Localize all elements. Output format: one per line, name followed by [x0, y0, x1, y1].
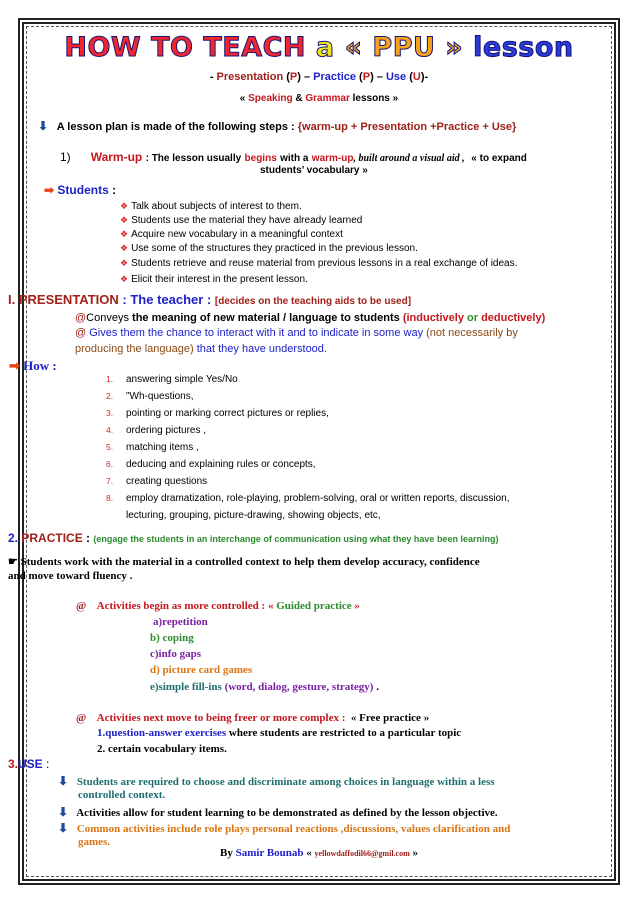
- how-heading: ➡ How :: [9, 358, 57, 373]
- list-item: 2. certain vocabulary items.: [97, 743, 227, 755]
- list-item: 2. "Wh-questions,: [106, 391, 194, 402]
- diamond-bullet-icon: ❖: [120, 229, 129, 239]
- diamond-bullet-icon: ❖: [120, 243, 129, 253]
- list-item: ❖ Students retrieve and reuse material from previous lessons in a real exchange of ideas.: [120, 258, 518, 269]
- diamond-bullet-icon: ❖: [120, 215, 129, 225]
- list-item-cont: lecturing, grouping, picture-drawing, showing objects, etc,: [126, 510, 381, 521]
- practice-intro: ☛ Students work with the material in a controlled context to help them develop accuracy, confidence: [8, 556, 480, 568]
- diamond-bullet-icon: ❖: [120, 258, 129, 268]
- author-email[interactable]: yellowdaffodil66@gmil.com: [314, 849, 410, 858]
- list-item: 1.question-answer exercises where students are restricted to a particular topic: [97, 727, 462, 739]
- list-item: 4. ordering pictures ,: [106, 425, 207, 436]
- list-item: a)repetition: [153, 616, 208, 628]
- use-item: ⬇ Activities allow for student learning to be demonstrated as defined by the lesson objective.: [58, 805, 498, 819]
- hand-pointer-icon: ☛: [8, 556, 18, 568]
- arrow-bullet-icon: ⬇: [58, 821, 69, 835]
- arrow-bullet-icon: ⬇: [38, 119, 49, 133]
- diamond-bullet-icon: ❖: [120, 274, 129, 284]
- subtitle-lessons: « Speaking & Grammar lessons »: [239, 93, 399, 104]
- list-item: 7. creating questions: [106, 476, 208, 487]
- hand-pointer-icon: ➡: [9, 358, 20, 373]
- list-item: ❖ Elicit their interest in the present lesson.: [120, 274, 308, 285]
- freer-activities: @ Activities next move to being freer or more complex : « Free practice »: [76, 712, 430, 724]
- list-item: ❖ Talk about subjects of interest to them.: [120, 201, 302, 212]
- list-item: ❖ Acquire new vocabulary in a meaningful context: [120, 229, 343, 240]
- list-item: 3. pointing or marking correct pictures or replies,: [106, 408, 329, 419]
- list-item: ❖ Use some of the structures they practiced in the previous lesson.: [120, 243, 418, 254]
- list-item: c)info gaps: [150, 648, 202, 660]
- page-title: HOW TO TEACH a « PPU » lesson: [64, 32, 574, 63]
- diamond-bullet-icon: ❖: [120, 201, 129, 211]
- presentation-line-2: @ Gives them the chance to interact with it and to indicate in some way (not necessarily by: [75, 327, 518, 339]
- use-item-cont: games.: [78, 836, 111, 848]
- list-item: b) coping: [150, 632, 194, 644]
- hand-pointer-icon: ➡: [44, 183, 55, 197]
- list-item: 1. answering simple Yes/No: [106, 374, 238, 385]
- presentation-line-1: @Conveys the meaning of new material / language to students (inductively or deductively): [75, 312, 546, 324]
- use-item: ⬇ Students are required to choose and discriminate among choices in language within a less: [58, 774, 495, 788]
- list-item: d) picture card games: [150, 664, 253, 676]
- list-item: 5. matching items ,: [106, 442, 199, 453]
- list-item: e)simple fill-ins (word, dialog, gesture, strategy) .: [150, 681, 379, 693]
- controlled-activities: @ Activities begin as more controlled : « Guided practice »: [76, 600, 360, 612]
- presentation-line-3: producing the language) that they have understood.: [75, 343, 327, 355]
- subtitle-ppu: - Presentation (P) – Practice (P) – Use (U)-: [209, 71, 429, 83]
- use-heading: 3.USE :: [8, 757, 50, 771]
- author-credit: By Samir Bounab « yellowdaffodil66@gmil.com »: [219, 847, 419, 859]
- warmup-heading-cont: students’ vocabulary »: [260, 165, 368, 176]
- list-item: ❖ Students use the material they have already learned: [120, 215, 363, 226]
- list-item: 8. employ dramatization, role-playing, problem-solving, oral or written reports, discussion,: [106, 493, 510, 504]
- practice-heading: 2. PRACTICE : (engage the students in an interchange of communication using what they have been learning): [8, 531, 499, 545]
- practice-intro-cont: and move toward fluency .: [8, 570, 133, 582]
- warmup-heading: 1) Warm-up : The lesson usually begins with a warm-up, built around a visual aid , « to expand: [60, 150, 527, 164]
- lesson-steps: ⬇ A lesson plan is made of the following steps : {warm-up + Presentation +Practice + Use}: [38, 119, 517, 133]
- use-item-cont: controlled context.: [78, 789, 166, 801]
- use-item: ⬇ Common activities include role plays personal reactions ,discussions, values clarification and: [58, 821, 511, 835]
- list-item: 6. deducing and explaining rules or concepts,: [106, 459, 316, 470]
- arrow-bullet-icon: ⬇: [58, 774, 69, 788]
- presentation-heading: I. PRESENTATION : The teacher : [decides on the teaching aids to be used]: [8, 292, 412, 307]
- arrow-bullet-icon: ⬇: [58, 805, 69, 819]
- students-heading: ➡ Students :: [44, 183, 117, 197]
